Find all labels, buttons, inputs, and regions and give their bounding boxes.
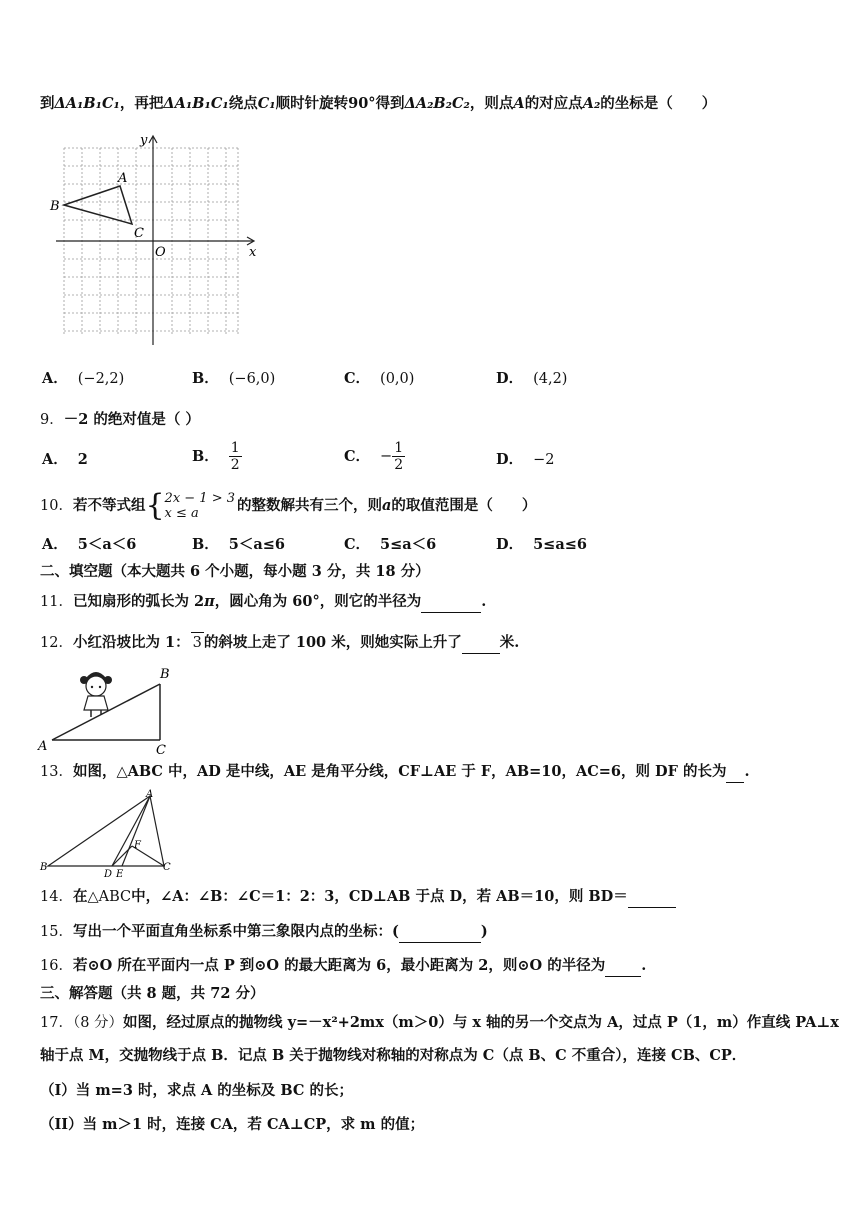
q8-option-b[interactable]: B． (−6,0): [192, 370, 276, 387]
section-3-title: 三、解答题（共 8 题，共 72 分）: [40, 985, 265, 1002]
point-c-label: C: [156, 743, 166, 754]
point-a-label: A: [118, 171, 128, 186]
q10-stem: 10．若不等式组{ 2x − 1 > 3 x ≤ a 的整数解共有三个，则a的取值范围是（ ）: [40, 488, 537, 523]
y-axis-label: y: [140, 133, 148, 148]
q8-grid-figure: [48, 132, 263, 347]
q9-option-d[interactable]: D． −2: [496, 451, 555, 468]
q11-answer-blank[interactable]: [421, 592, 481, 613]
q13-triangle-figure: [36, 788, 176, 878]
q8-option-a[interactable]: A． (−2,2): [42, 370, 125, 387]
q13-answer-blank[interactable]: [726, 762, 744, 783]
q16-answer-blank[interactable]: [605, 956, 641, 977]
point-b-label: B: [160, 667, 170, 682]
q9-option-b[interactable]: B． $\frac{1}{2}$: [192, 440, 240, 473]
q15-stem: 15．写出一个平面直角坐标系中第三象限内点的坐标：( ): [40, 922, 488, 943]
q8-option-c[interactable]: C． (0,0): [344, 370, 415, 387]
q10-option-d[interactable]: D． 5≤a≤6: [496, 536, 587, 553]
q11-stem: 11．已知扇形的弧长为 2π，圆心角为 60°，则它的半径为 .: [40, 592, 486, 613]
origin-label: O: [155, 245, 166, 260]
section-2-title: 二、填空题（本大题共 6 个小题，每小题 3 分，共 18 分）: [40, 563, 430, 580]
q17-line-1: 17．（8 分）如图，经过原点的抛物线 y=－x²+2mx（m＞0）与 x 轴的另一个交点为 A，过点 P（1，m）作直线 PA⊥x: [40, 1014, 839, 1031]
point-b-label: B: [40, 862, 48, 873]
point-a-label: A: [38, 739, 48, 754]
point-d-label: D: [104, 869, 113, 878]
q12-slope-figure: [36, 664, 176, 754]
point-e-label: E: [116, 869, 124, 878]
q14-answer-blank[interactable]: [628, 887, 676, 908]
girl-figure-icon: [80, 672, 112, 717]
x-axis-label: x: [249, 245, 257, 260]
system-brace: {: [145, 488, 165, 523]
point-a-label: A: [146, 789, 154, 800]
q13-stem: 13．如图，△ABC 中，AD 是中线，AE 是角平分线，CF⊥AE 于 F，AB=10，AC=6，则 DF 的长为 .: [40, 762, 750, 783]
q17-part-1: （I）当 m=3 时，求点 A 的坐标及 BC 的长；: [40, 1082, 353, 1099]
q10-option-b[interactable]: B． 5＜a≤6: [192, 536, 285, 553]
q12-answer-blank[interactable]: [462, 633, 500, 654]
q16-stem: 16．若⊙O 所在平面内一点 P 到⊙O 的最大距离为 6，最小距离为 2，则⊙O 的半径为 .: [40, 956, 646, 977]
sqrt-symbol: 3: [191, 632, 204, 653]
q15-answer-blank[interactable]: [399, 922, 481, 943]
q9-option-c[interactable]: C． − $\frac{1}{2}$: [344, 440, 404, 473]
point-f-label: F: [134, 840, 141, 851]
point-c-label: C: [134, 226, 144, 241]
q12-stem: 12．小红沿坡比为 1： 3 的斜坡上走了 100 米，则她实际上升了 米.: [40, 632, 519, 654]
q9-stem: 9．－2 的绝对值是（ ）: [40, 411, 200, 428]
point-b-label: B: [50, 199, 60, 214]
q10-option-c[interactable]: C． 5≤a＜6: [344, 536, 437, 553]
q17-part-2: （II）当 m＞1 时，连接 CA，若 CA⊥CP，求 m 的值；: [40, 1116, 425, 1133]
q14-stem: 14．在△ABC中，∠A：∠B：∠C＝1：2：3，CD⊥AB 于点 D，若 AB＝10，则 BD＝: [40, 887, 676, 908]
q10-option-a[interactable]: A． 5＜a＜6: [42, 536, 137, 553]
q9-option-a[interactable]: A． 2: [42, 451, 88, 468]
q8-option-d[interactable]: D． (4,2): [496, 370, 568, 387]
q8-stem: 到ΔA₁B₁C₁，再把ΔA₁B₁C₁绕点C₁顺时针旋转90°得到ΔA₂B₂C₂，则点A的对应点A₂的坐标是（ ）: [40, 95, 717, 112]
q17-line-2: 轴于点 M，交抛物线于点 B．记点 B 关于抛物线对称轴的对称点为 C（点 B、C 不重合），连接 CB、CP．: [40, 1047, 747, 1064]
point-c-label: C: [163, 862, 171, 873]
